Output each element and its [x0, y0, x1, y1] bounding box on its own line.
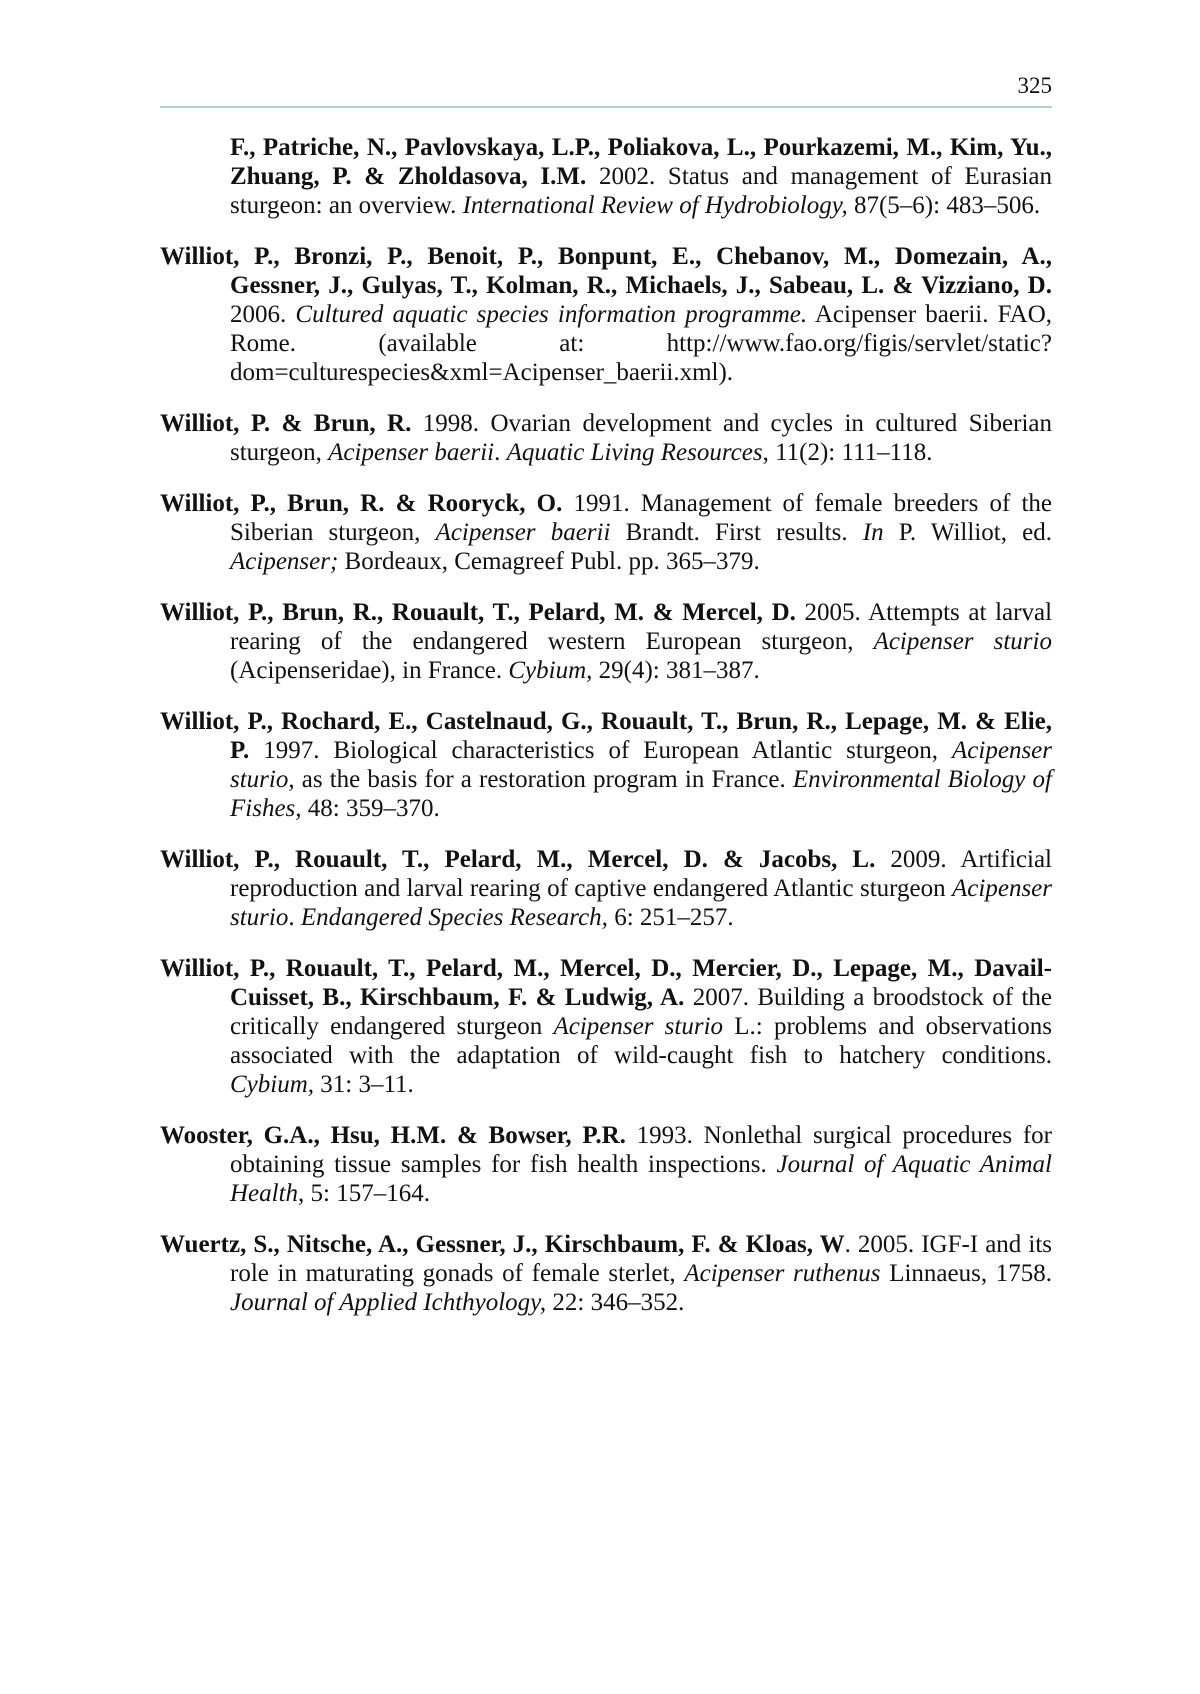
reference-text: 29(4): 381–387.: [592, 657, 760, 684]
reference-text: 2006.: [230, 301, 296, 328]
reference-entry: [160, 1230, 1052, 1317]
reference-entry: [160, 1121, 1052, 1208]
reference-text: 87(5–6): 483–506.: [847, 192, 1041, 219]
reference-text: 2007. Building a broodstock of the critically endangered sturgeon: [230, 984, 1052, 1040]
reference-list: [160, 133, 1052, 1339]
italic-text: Cultured aquatic species information programme.: [295, 301, 808, 328]
reference-entry: [160, 845, 1052, 932]
reference-text: Bordeaux, Cemagreef Publ. pp. 365–379.: [338, 548, 760, 575]
reference-text: 2005. Attempts at larval rearing of the endangered western European sturgeon,: [230, 599, 1053, 655]
reference-authors: Williot, P. & Brun, R.: [160, 410, 412, 437]
reference-text: 2009. Artificial reproduction and larval rearing of captive endangered Atlantic sturgeon: [230, 846, 1052, 902]
reference-text: 1998. Ovarian development and cycles in cultured Siberian sturgeon,: [230, 410, 1053, 466]
reference-text: (Acipenseridae), in France.: [230, 657, 509, 684]
reference-text: , 11(2): 111–118.: [762, 439, 933, 466]
header-rule: [160, 106, 1052, 108]
italic-text: Acipenser baerii: [328, 439, 495, 466]
reference-authors: Williot, P., Rochard, E., Castelnaud, G., Rouault, T., Brun, R., Lepage, M. & Elie, P.: [160, 708, 1052, 764]
reference-text: .: [494, 439, 507, 466]
reference-text: 22: 346–352.: [546, 1289, 685, 1316]
italic-text: Acipenser baerii: [435, 519, 611, 546]
italic-text: Endangered Species Research,: [300, 904, 608, 931]
italic-text: Acipenser sturio: [873, 628, 1052, 655]
italic-text: Acipenser sturio: [230, 737, 1052, 793]
italic-text: Acipenser ruthenus: [684, 1260, 881, 1287]
reference-text: 48: 359–370.: [301, 795, 440, 822]
italic-text: International Review of Hydrobiology,: [462, 192, 848, 219]
reference-entry: [160, 133, 1052, 220]
reference-text: 1991. Management of female breeders of the Siberian sturgeon,: [230, 490, 1053, 546]
italic-text: Journal of Aquatic Animal Health: [230, 1151, 1052, 1207]
reference-entry: [160, 954, 1052, 1099]
reference-entry: [160, 489, 1052, 576]
reference-text: Brandt. First results.: [610, 519, 863, 546]
reference-text: P. Williot, ed.: [883, 519, 1052, 546]
reference-text: 1997. Biological characteristics of European Atlantic sturgeon,: [249, 737, 953, 764]
reference-authors: Wuertz, S., Nitsche, A., Gessner, J., Kirschbaum, F. & Kloas, W: [160, 1231, 845, 1258]
italic-text: Acipenser sturio: [230, 875, 1052, 931]
reference-text: , 5: 157–164.: [298, 1180, 430, 1207]
reference-authors: Williot, P., Rouault, T., Pelard, M., Mercel, D., Mercier, D., Lepage, M., Davail-Cuisset, B., Kirschbaum, F. & Ludwig, A.: [160, 955, 1052, 1011]
reference-entry: [160, 707, 1052, 823]
reference-text: . 2005. IGF-I and its role in maturating gonads of female sterlet,: [230, 1231, 1052, 1287]
italic-text: Cybium,: [508, 657, 593, 684]
italic-text: Cybium,: [230, 1071, 315, 1098]
reference-entry: [160, 598, 1052, 685]
reference-authors: F., Patriche, N., Pavlovskaya, L.P., Poliakova, L., Pourkazemi, M., Kim, Yu., Zhuang, P. & Zholdasova, I.M.: [230, 134, 1052, 190]
italic-text: Acipenser sturio: [553, 1013, 724, 1040]
reference-text: 6: 251–257.: [607, 904, 734, 931]
reference-text: , as the basis for a restoration program in France.: [288, 766, 793, 793]
reference-text: .: [288, 904, 301, 931]
reference-text: 2002. Status and management of Eurasian sturgeon: an overview.: [230, 163, 1052, 219]
italic-text: Journal of Applied Ichthyology,: [230, 1289, 547, 1316]
reference-authors: Wooster, G.A., Hsu, H.M. & Bowser, P.R.: [160, 1122, 626, 1149]
reference-authors: Williot, P., Bronzi, P., Benoit, P., Bonpunt, E., Chebanov, M., Domezain, A., Gessner, J., Gulyas, T., Kolman, R., Michaels, J., Sabeau, L. & Vizziano, D.: [160, 243, 1052, 299]
reference-authors: Williot, P., Brun, R., Rouault, T., Pelard, M. & Mercel, D.: [160, 599, 796, 626]
reference-text: Acipenser baerii. FAO, Rome. (available at: http://www.fao.org/figis/servlet/static?dom=culturespecies&xml=Acipenser_baerii.xml).: [230, 301, 1053, 386]
italic-text: In: [862, 519, 884, 546]
reference-text: 31: 3–11.: [314, 1071, 414, 1098]
italic-text: Aquatic Living Resources: [506, 439, 763, 466]
italic-text: Acipenser;: [230, 548, 339, 575]
reference-text: Linnaeus, 1758.: [880, 1260, 1053, 1287]
reference-entry: [160, 242, 1052, 387]
reference-entry: [160, 409, 1052, 467]
reference-authors: Williot, P., Brun, R. & Rooryck, O.: [160, 490, 563, 517]
reference-text: L.: problems and observations associated with the adaptation of wild-caught fish to hatchery conditions.: [230, 1013, 1052, 1069]
page-number: 325: [1017, 73, 1052, 98]
reference-authors: Williot, P., Rouault, T., Pelard, M., Mercel, D. & Jacobs, L.: [160, 846, 876, 873]
reference-text: 1993. Nonlethal surgical procedures for obtaining tissue samples for fish health inspections.: [230, 1122, 1052, 1178]
italic-text: Environmental Biology of Fishes,: [230, 766, 1052, 822]
